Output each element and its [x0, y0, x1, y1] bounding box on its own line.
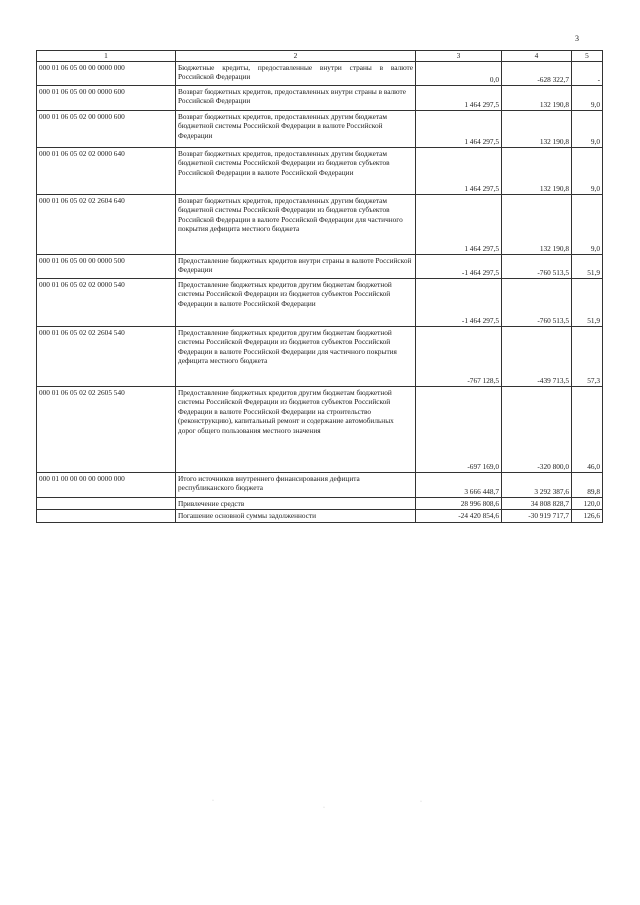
table-row	[37, 510, 603, 522]
row-code: 000 01 00 00 00 00 0000 000	[37, 473, 176, 498]
row-value-plan: -24 420 854,6	[416, 510, 502, 522]
table-header	[37, 51, 603, 62]
table-row	[37, 111, 603, 148]
scan-dot: ·	[323, 805, 325, 811]
row-value-plan: 1 464 297,5	[416, 148, 502, 195]
row-code	[37, 510, 176, 522]
row-name: Итого источников внутреннего финансирования дефицита республиканского бюджета	[176, 473, 416, 498]
row-value-plan: -1 464 297,5	[416, 279, 502, 327]
row-value-actual: -628 322,7	[502, 62, 572, 86]
row-value-percent: 120,0	[572, 498, 603, 510]
row-value-actual: 132 190,8	[502, 148, 572, 195]
row-value-actual: 132 190,8	[502, 111, 572, 148]
table-row	[37, 86, 603, 111]
header-row	[37, 51, 603, 62]
row-code: 000 01 06 05 02 00 0000 600	[37, 111, 176, 148]
scan-dot: ·	[420, 799, 422, 805]
row-value-percent: 57,3	[572, 327, 603, 387]
row-value-percent: 9,0	[572, 111, 603, 148]
row-name: Возврат бюджетных кредитов, предоставленных другим бюджетам бюджетной системы Российской Федерации в валюте Российской Федерации	[176, 111, 416, 148]
row-value-percent: 126,6	[572, 510, 603, 522]
row-value-actual: 132 190,8	[502, 86, 572, 111]
row-code: 000 01 06 05 02 02 0000 540	[37, 279, 176, 327]
row-value-actual: -760 513,5	[502, 255, 572, 279]
row-value-plan: 3 666 448,7	[416, 473, 502, 498]
row-name: Возврат бюджетных кредитов, предоставленных другим бюджетам бюджетной системы Российской Федерации из бюджетов субъектов Российской Федерации в валюте Российской Федерации для частичного покрытия дефицита местного бюджета	[176, 195, 416, 255]
row-name: Возврат бюджетных кредитов, предоставленных другим бюджетам бюджетной системы Российской Федерации из бюджетов субъектов Российской Федерации в валюте Российской Федерации	[176, 148, 416, 195]
row-value-actual: 132 190,8	[502, 195, 572, 255]
table-row	[37, 195, 603, 255]
row-value-actual: -439 713,5	[502, 327, 572, 387]
table-row	[37, 327, 603, 387]
table-row	[37, 148, 603, 195]
header-col-percent: 5	[572, 51, 603, 62]
header-col-name: 2	[176, 51, 416, 62]
row-value-plan: -1 464 297,5	[416, 255, 502, 279]
row-value-actual: 3 292 387,6	[502, 473, 572, 498]
budget-sources-table	[36, 50, 603, 523]
row-value-plan: 1 464 297,5	[416, 195, 502, 255]
row-name: Возврат бюджетных кредитов, предоставленных внутри страны в валюте Российской Федерации	[176, 86, 416, 111]
row-value-plan: -767 128,5	[416, 327, 502, 387]
row-value-plan: 0,0	[416, 62, 502, 86]
row-value-actual: -320 800,0	[502, 387, 572, 473]
row-code: 000 01 06 05 02 02 2604 640	[37, 195, 176, 255]
header-col-plan: 3	[416, 51, 502, 62]
row-name: Предоставление бюджетных кредитов другим бюджетам бюджетной системы Российской Федерации из бюджетов субъектов Российской Федерации в валюте Российской Федерации для частичного покрытия дефицита местного бюджета	[176, 327, 416, 387]
row-name: Предоставление бюджетных кредитов другим бюджетам бюджетной системы Российской Федерации из бюджетов субъектов Российской Федерации в валюте Российской Федерации	[176, 279, 416, 327]
row-name: Бюджетные кредиты, предоставленные внутри страны в валюте Российской Федерации	[176, 62, 416, 86]
table-row	[37, 279, 603, 327]
row-code: 000 01 06 05 02 02 2605 540	[37, 387, 176, 473]
row-value-plan: 1 464 297,5	[416, 86, 502, 111]
header-col-code: 1	[37, 51, 176, 62]
row-code: 000 01 06 05 02 02 2604 540	[37, 327, 176, 387]
row-value-actual: -760 513,5	[502, 279, 572, 327]
row-code: 000 01 06 05 00 00 0000 000	[37, 62, 176, 86]
table-row	[37, 255, 603, 279]
row-value-percent: 89,8	[572, 473, 603, 498]
header-col-actual: 4	[502, 51, 572, 62]
row-code	[37, 498, 176, 510]
row-name: Привлечение средств	[176, 498, 416, 510]
row-code: 000 01 06 05 02 02 0000 640	[37, 148, 176, 195]
table-row	[37, 387, 603, 473]
row-value-actual: -30 919 717,7	[502, 510, 572, 522]
scan-dot: ·	[212, 798, 214, 804]
row-value-percent: 9,0	[572, 148, 603, 195]
row-value-percent: 51,9	[572, 255, 603, 279]
row-value-actual: 34 808 828,7	[502, 498, 572, 510]
row-value-percent: 51,9	[572, 279, 603, 327]
row-value-percent: 9,0	[572, 86, 603, 111]
row-code: 000 01 06 05 00 00 0000 600	[37, 86, 176, 111]
page-number: 3	[575, 34, 579, 43]
table-row	[37, 62, 603, 86]
row-value-percent: -	[572, 62, 603, 86]
row-value-plan: 1 464 297,5	[416, 111, 502, 148]
row-name: Предоставление бюджетных кредитов внутри страны в валюте Российской Федерации	[176, 255, 416, 279]
row-value-percent: 46,0	[572, 387, 603, 473]
table-row	[37, 498, 603, 510]
row-value-plan: -697 169,0	[416, 387, 502, 473]
table-row	[37, 473, 603, 498]
table-body	[37, 62, 603, 523]
row-name: Предоставление бюджетных кредитов другим бюджетам бюджетной системы Российской Федерации из бюджетов субъектов Российской Федерации в валюте Российской Федерации на строительство (реконструкцию), капитальный ремонт и содержание автомобильных дорог общего пользования местного значения	[176, 387, 416, 473]
row-value-percent: 9,0	[572, 195, 603, 255]
row-name: Погашение основной суммы задолженности	[176, 510, 416, 522]
row-code: 000 01 06 05 00 00 0000 500	[37, 255, 176, 279]
row-value-plan: 28 996 808,6	[416, 498, 502, 510]
